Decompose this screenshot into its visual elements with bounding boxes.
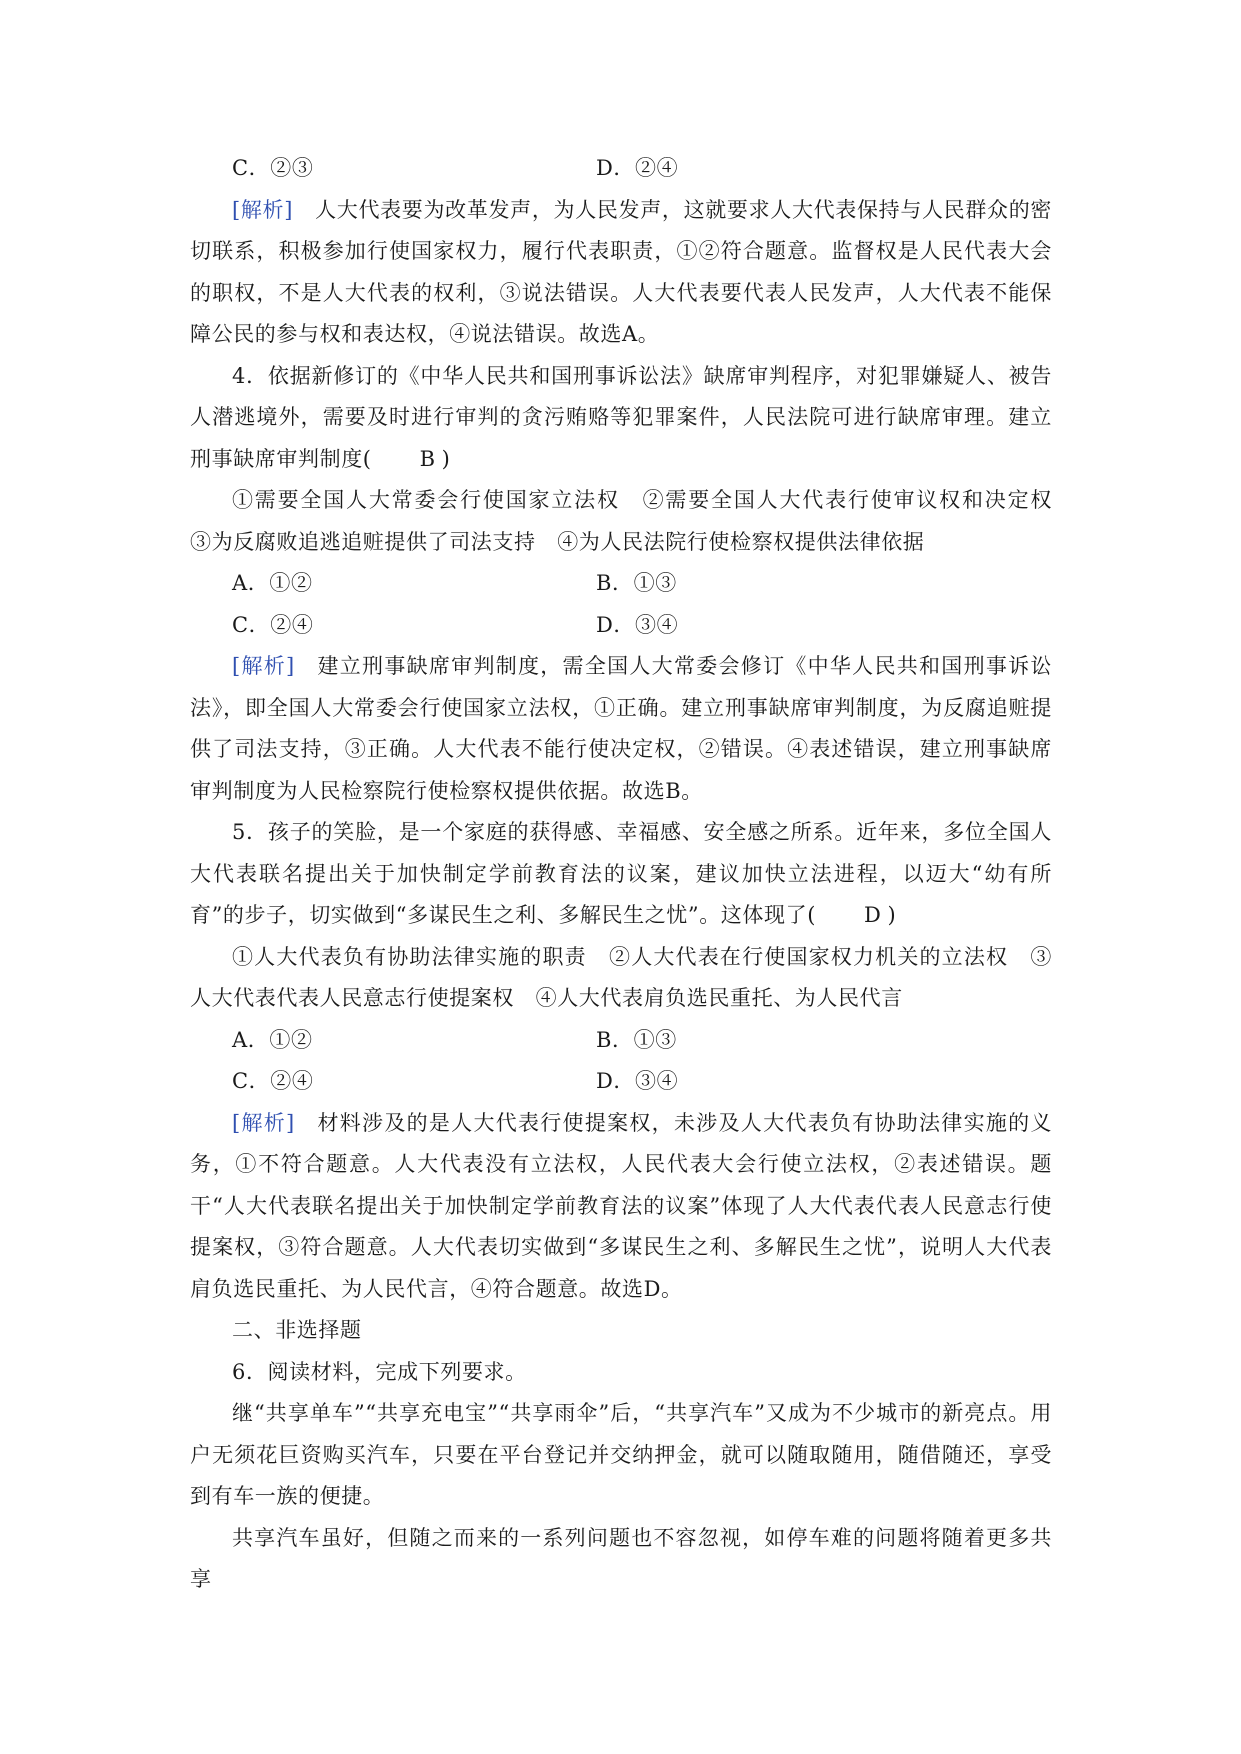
q6-material-paragraph-1: 继“共享单车”“共享充电宝”“共享雨伞”后，“共享汽车”又成为不少城市的新亮点。用户无须花巨资购买汽车，只要在平台登记并交纳押金，就可以随取随用，随借随还，享受到有车一族的便捷。 [190,1401,1052,1508]
q5-option-d: D．③④ [596,1069,679,1093]
analysis-tag: [解析] [232,1110,295,1135]
q5-option-c: C．②④ [232,1069,314,1093]
analysis-tag: [解析] [232,654,295,678]
q3-option-d: D．②④ [596,156,679,180]
q5-options-row-1 [190,1020,1052,1062]
q3-analysis [190,190,1052,356]
q4-stem-tail: ) [441,446,451,471]
q6-stem: 6．阅读材料，完成下列要求。 [232,1359,527,1384]
q6-material-paragraph-2: 共享汽车虽好，但随之而来的一系列问题也不容忽视，如停车难的问题将随着更多共享 [190,1525,1052,1591]
q4-options-row-2 [190,605,1052,647]
q4-stem-lead: 4．依据新修订的《中华人民共和国刑事诉讼法》缺席审判程序，对犯罪嫌疑人、被告人潜逃境外，需要及时进行审判的贪污贿赂等犯罪案件，人民法院可进行缺席审理。建立刑事缺席审判制度( [190,363,1052,471]
q3-option-c: C．②③ [232,156,314,180]
q4-statements: ①需要全国人大常委会行使国家立法权 ②需要全国人大代表行使审议权和决定权 ③为反腐败追逃追赃提供了司法支持 ④为人民法院行使检察权提供法律依据 [190,488,1074,554]
document-page [190,148,1074,1601]
q4-stem [190,356,1052,481]
q3-options-row [190,148,1052,190]
q5-answer: D [864,903,882,927]
q5-stem [190,812,1052,937]
q5-stem-lead: 5．孩子的笑脸，是一个家庭的获得感、幸福感、安全感之所系。近年来，多位全国人大代表联名提出关于加快制定学前教育法的议案，建议加快立法进程，以迈大“幼有所育”的步子，切实做到“多谋民生之利、多解民生之忧”。这体现了( [190,820,1052,927]
q4-option-d: D．③④ [596,612,679,637]
q4-option-a: A．①② [232,571,313,595]
q5-analysis [190,1103,1052,1311]
q4-analysis-text: 建立刑事缺席审判制度，需全国人大常委会修订《中华人民共和国刑事诉讼法》，即全国人大常委会行使国家立法权，①正确。建立刑事缺席审判制度，为反腐追赃提供了司法支持，③正确。人大代表不能行使决定权，②错误。④表述错误，建立刑事缺席审判制度为人民检察院行使检察权提供依据。故选B。 [190,654,1052,803]
q5-option-b: B．①③ [596,1027,677,1052]
q5-analysis-text: 材料涉及的是人大代表行使提案权，未涉及人大代表负有协助法律实施的义务，①不符合题意。人大代表没有立法权，人民代表大会行使立法权，②表述错误。题干“人大代表联名提出关于加快制定学前教育法的议案”体现了人大代表代表人民意志行使提案权，③符合题意。人大代表切实做到“多谋民生之利、多解民生之忧”，说明人大代表肩负选民重托、为人民代言，④符合题意。故选D。 [190,1110,1052,1301]
q4-options-row-1 [190,563,1052,605]
section-heading: 二、非选择题 [232,1318,362,1342]
q3-analysis-text: 人大代表要为改革发声，为人民发声，这就要求人大代表保持与人民群众的密切联系，积极参加行使国家权力，履行代表职责，①②符合题意。监督权是人民代表大会的职权，不是人大代表的权利，③说法错误。人大代表要代表人民发声，人大代表不能保障公民的参与权和表达权，④说法错误。故选A。 [190,197,1052,346]
q5-options-row-2 [190,1061,1052,1103]
q4-option-c: C．②④ [232,612,314,637]
q5-option-a: A．①② [232,1027,313,1052]
analysis-tag: [解析] [232,197,294,222]
q5-statements: ①人大代表负有协助法律实施的职责 ②人大代表在行使国家权力机关的立法权 ③人大代表代表人民意志行使提案权 ④人大代表肩负选民重托、为人民代言 [190,944,1052,1010]
q4-answer: B [419,446,436,471]
q4-analysis [190,646,1052,812]
q4-option-b: B．①③ [596,571,677,595]
q5-stem-tail: ) [887,903,897,927]
